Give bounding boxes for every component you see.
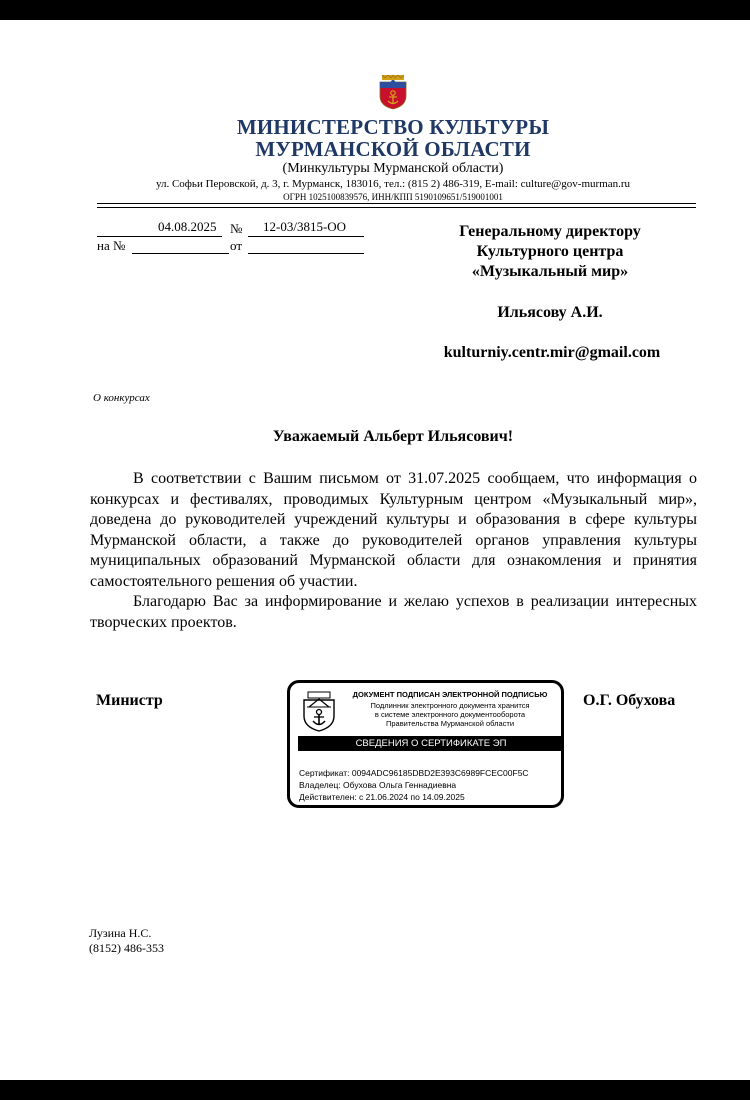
date-underline bbox=[97, 236, 222, 237]
recipient-position: Генеральному директору bbox=[459, 223, 641, 240]
coat-of-arms-icon bbox=[378, 74, 408, 110]
ministry-ogrn: ОГРН 1025100839576, ИНН/КПП 5190109651/519001001 bbox=[283, 192, 503, 202]
recipient-organization-name: «Музыкальный мир» bbox=[471, 263, 629, 280]
executor-phone: (8152) 486-353 bbox=[89, 941, 164, 955]
stamp-certificate-validity: Действителен: с 21.06.2024 по 14.09.2025 bbox=[299, 792, 465, 802]
registration-number-label: № bbox=[230, 221, 243, 236]
registration-date: 04.08.2025 bbox=[158, 219, 217, 234]
ministry-short-name: (Минкультуры Мурманской области) bbox=[282, 161, 504, 176]
ministry-title-line2: МУРМАНСКОЙ ОБЛАСТИ bbox=[255, 137, 531, 161]
header-divider-thick bbox=[97, 203, 696, 204]
ministry-title bbox=[0, 116, 750, 160]
ministry-title-line1: МИНИСТЕРСТВО КУЛЬТУРЫ bbox=[236, 115, 550, 139]
body-paragraph-1: В соответствии с Вашим письмом от 31.07.2025 сообщаем, что информация о конкурсах и фестивалях, проводимых Культурным центром «Музыкальный мир», доведена до руководителей учреждений культуры и образования в сфере культуры Мурманской области, а также до руководителей органов управления культуры муниципальных образований Мурманской области для ознакомления и принятия самостоятельного решения об участии. bbox=[90, 470, 697, 590]
stamp-certificate-header: СВЕДЕНИЯ О СЕРТИФИКАТЕ ЭП bbox=[298, 736, 564, 751]
recipient-name: Ильясову А.И. bbox=[497, 304, 603, 321]
header-divider-thin bbox=[97, 207, 696, 208]
executor-block bbox=[89, 926, 164, 956]
stamp-note bbox=[340, 701, 560, 728]
executor-name: Лузина Н.С. bbox=[89, 926, 152, 940]
stamp-note-line1: Подлинник электронного документа хранится bbox=[370, 701, 530, 710]
number-underline bbox=[248, 236, 364, 237]
stamp-note-line3: Правительства Мурманской области bbox=[385, 719, 515, 728]
stamp-certificate-info bbox=[299, 767, 529, 803]
letter-greeting: Уважаемый Альберт Ильясович! bbox=[272, 428, 514, 445]
ministry-address: ул. Софьи Перовской, д. 3, г. Мурманск, 183016, тел.: (815 2) 486-319, E-mail: culture@gov-murman.ru bbox=[155, 178, 631, 190]
stamp-certificate-number: Сертификат: 0094ADC96185DBD2E393C6989FCEC00F5C bbox=[299, 768, 529, 778]
letter-body bbox=[90, 469, 697, 633]
recipient-email: kulturniy.centr.mir@gmail.com bbox=[443, 344, 661, 361]
signatory-title: Министр bbox=[96, 692, 163, 709]
electronic-signature-stamp bbox=[287, 680, 564, 808]
stamp-coat-of-arms-icon bbox=[302, 690, 336, 732]
recipient-organization: Культурного центра bbox=[476, 243, 624, 260]
registration-number: 12-03/3815-ОО bbox=[263, 219, 347, 234]
top-bar bbox=[0, 0, 750, 20]
stamp-note-line2: в системе электронного документооборота bbox=[374, 710, 526, 719]
reply-date-label: от bbox=[230, 238, 243, 253]
body-paragraph-2: Благодарю Вас за информирование и желаю успехов в реализации интересных творческих проектов. bbox=[90, 593, 697, 631]
recipient-block bbox=[420, 222, 680, 282]
stamp-certificate-owner: Владелец: Обухова Ольга Геннадиевна bbox=[299, 780, 457, 790]
stamp-title: ДОКУМЕНТ ПОДПИСАН ЭЛЕКТРОННОЙ ПОДПИСЬЮ bbox=[352, 690, 548, 699]
bottom-bar bbox=[0, 1080, 750, 1100]
reply-date-underline bbox=[248, 253, 364, 254]
reply-number-label: на № bbox=[97, 238, 126, 253]
signatory-name: О.Г. Обухова bbox=[583, 692, 676, 709]
reply-number-underline bbox=[132, 253, 229, 254]
letter-subject: О конкурсах bbox=[93, 392, 150, 404]
